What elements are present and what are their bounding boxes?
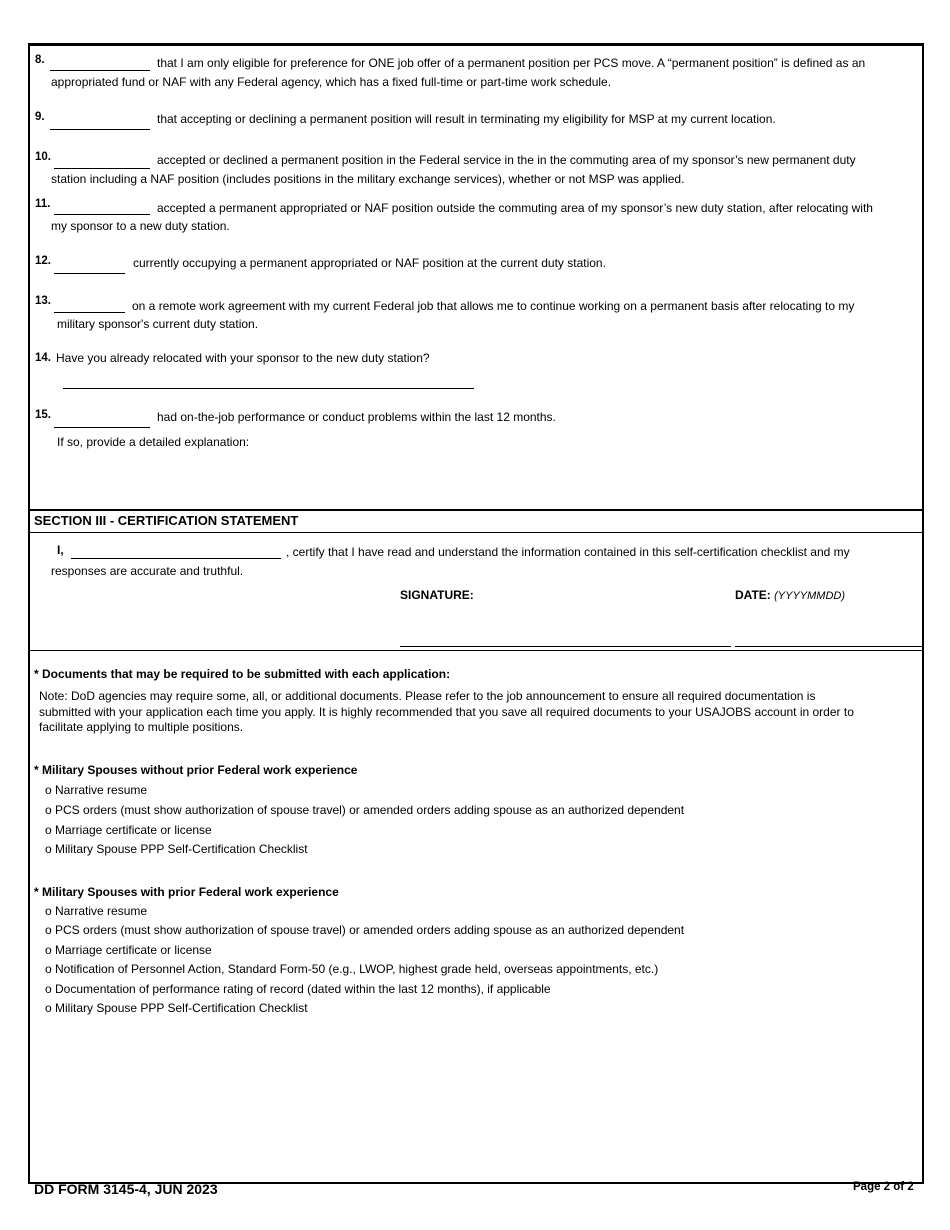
- item-8-number: 8.: [35, 54, 45, 66]
- form-frame: [28, 43, 924, 1184]
- date-format: (YYYYMMDD): [774, 590, 846, 602]
- item-14-answer-line[interactable]: [63, 388, 474, 389]
- documents-note-1: Note: DoD agencies may require some, all, or additional documents. Please refer to the job announcement to ensure all required documentation is: [39, 689, 816, 703]
- section-iii-title: SECTION III - CERTIFICATION STATEMENT: [34, 513, 299, 528]
- item-15-explanation-label: If so, provide a detailed explanation:: [57, 435, 250, 449]
- without-item: o PCS orders (must show authorization of spouse travel) or amended orders adding spouse as an authorized dependent: [45, 803, 685, 817]
- item-8-text-2: appropriated fund or NAF with any Federal agency, which has a fixed full-time or part-time work schedule.: [51, 75, 612, 89]
- with-item: o Marriage certificate or license: [45, 943, 212, 957]
- item-15-number: 15.: [35, 409, 51, 421]
- date-label-group: [735, 588, 845, 604]
- documents-note-3: facilitate applying to multiple positions.: [39, 720, 244, 734]
- item-12-blank[interactable]: [54, 273, 125, 274]
- item-13-text: on a remote work agreement with my current Federal job that allows me to continue working on a permanent basis after relocating to my: [132, 299, 855, 313]
- cert-i-label: I,: [57, 543, 64, 557]
- item-14-number: 14.: [35, 352, 51, 364]
- item-13-text-2: military sponsor's current duty station.: [57, 317, 259, 331]
- with-item: o PCS orders (must show authorization of spouse travel) or amended orders adding spouse as an authorized dependent: [45, 923, 685, 937]
- with-item: o Documentation of performance rating of record (dated within the last 12 months), if applicable: [45, 982, 551, 996]
- without-experience-title: * Military Spouses without prior Federal work experience: [34, 763, 358, 777]
- item-11-number: 11.: [35, 198, 51, 210]
- item-8-blank[interactable]: [50, 70, 150, 71]
- item-10-blank[interactable]: [54, 168, 150, 169]
- item-11-text: accepted a permanent appropriated or NAF position outside the commuting area of my sponsor’s new duty station, after relocating with: [157, 201, 873, 215]
- cert-name-blank[interactable]: [71, 558, 281, 559]
- without-item: o Narrative resume: [45, 783, 148, 797]
- section-iii-bottom-divider: [30, 650, 922, 651]
- item-10-number: 10.: [35, 151, 51, 163]
- item-14-text: Have you already relocated with your sponsor to the new duty station?: [56, 351, 430, 365]
- item-15-blank[interactable]: [54, 427, 150, 428]
- form-number: DD FORM 3145-4, JUN 2023: [34, 1181, 218, 1197]
- with-experience-title: * Military Spouses with prior Federal work experience: [34, 885, 339, 899]
- signature-line[interactable]: [400, 646, 731, 647]
- item-11-text-2: my sponsor to a new duty station.: [51, 219, 230, 233]
- with-item: o Notification of Personnel Action, Standard Form-50 (e.g., LWOP, highest grade held, overseas appointments, etc.): [45, 962, 659, 976]
- signature-label: SIGNATURE:: [400, 588, 474, 602]
- item-8-text: that I am only eligible for preference for ONE job offer of a permanent position per PCS move. A “permanent position” is defined as an: [157, 56, 866, 70]
- documents-note-2: submitted with your application each time you apply. It is highly recommended that you save all required documents to your USAJOBS account in order to: [39, 705, 854, 719]
- item-12-number: 12.: [35, 255, 51, 267]
- with-item: o Narrative resume: [45, 904, 148, 918]
- date-line[interactable]: [735, 646, 922, 647]
- without-item: o Marriage certificate or license: [45, 823, 212, 837]
- section-divider: [30, 509, 922, 511]
- page-number: Page 2 of 2: [853, 1181, 914, 1193]
- item-9-blank[interactable]: [50, 129, 150, 130]
- item-11-blank[interactable]: [54, 214, 150, 215]
- item-10-text: accepted or declined a permanent position in the Federal service in the in the commuting area of my sponsor’s new permanent duty: [157, 153, 856, 167]
- item-9-number: 9.: [35, 111, 45, 123]
- section-title-divider: [30, 532, 922, 533]
- item-9-text: that accepting or declining a permanent position will result in terminating my eligibility for MSP at my current location.: [157, 112, 776, 126]
- item-10-text-2: station including a NAF position (includes positions in the military exchange services), whether or not MSP was applied.: [51, 172, 685, 186]
- date-label: DATE:: [735, 588, 771, 602]
- documents-title: * Documents that may be required to be submitted with each application:: [34, 667, 451, 681]
- item-15-text: had on-the-job performance or conduct problems within the last 12 months.: [157, 410, 556, 424]
- cert-statement-2: responses are accurate and truthful.: [51, 564, 244, 578]
- with-item: o Military Spouse PPP Self-Certification Checklist: [45, 1001, 308, 1015]
- item-12-text: currently occupying a permanent appropriated or NAF position at the current duty station.: [133, 256, 606, 270]
- item-13-blank[interactable]: [54, 312, 125, 313]
- cert-statement: , certify that I have read and understand the information contained in this self-certification checklist and my: [286, 545, 850, 559]
- item-13-number: 13.: [35, 295, 51, 307]
- without-item: o Military Spouse PPP Self-Certification Checklist: [45, 842, 308, 856]
